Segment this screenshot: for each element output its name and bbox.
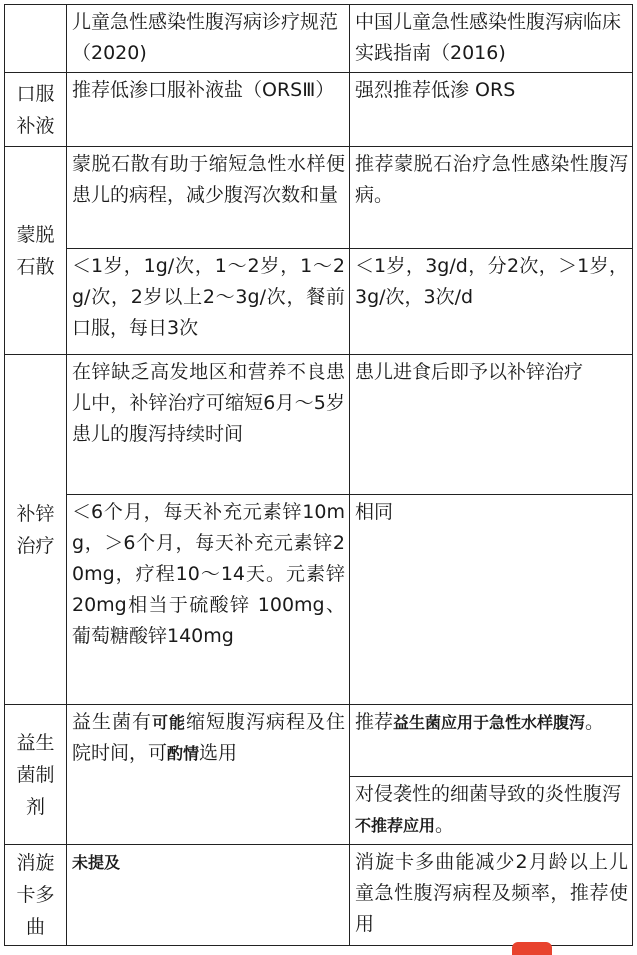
header-2016-guideline: 中国儿童急性感染性腹泻病临床实践指南（2016) bbox=[350, 5, 633, 73]
table-row bbox=[5, 73, 633, 147]
row-label-smectite: 蒙脱石散 bbox=[5, 147, 67, 355]
smectite-effect-2016: 推荐蒙脱石治疗急性感染性腹泻病。 bbox=[350, 147, 633, 249]
table-row bbox=[5, 249, 633, 355]
table-row bbox=[5, 705, 633, 777]
probiotics-2020: 益生菌有可能缩短腹泻病程及住院时间，可酌情选用 bbox=[67, 705, 350, 845]
ors-2016: 强烈推荐低渗 ORS bbox=[350, 73, 633, 147]
smectite-effect-2020: 蒙脱石散有助于缩短急性水样便患儿的病程，减少腹泻次数和量 bbox=[67, 147, 350, 249]
corner-cell bbox=[5, 5, 67, 73]
row-label-zinc: 补锌治疗 bbox=[5, 355, 67, 705]
table-row bbox=[5, 495, 633, 705]
table-row bbox=[5, 147, 633, 249]
table-row bbox=[5, 355, 633, 495]
zinc-dose-2020: ＜6个月，每天补充元素锌10mg，＞6个月，每天补充元素锌20mg，疗程10～14天。元素锌20mg相当于硫酸锌 100mg、葡萄糖酸锌140mg bbox=[67, 495, 350, 705]
zinc-effect-2020: 在锌缺乏高发地区和营养不良患儿中，补锌治疗可缩短6月～5岁患儿的腹泻持续时间 bbox=[67, 355, 350, 495]
table-row bbox=[5, 845, 633, 946]
zinc-dose-2016: 相同 bbox=[350, 495, 633, 705]
comparison-table bbox=[4, 4, 633, 946]
header-row bbox=[5, 5, 633, 73]
row-label-ors: 口服补液 bbox=[5, 73, 67, 147]
racecadotril-2016: 消旋卡多曲能减少2月龄以上儿童急性腹泻病程及频率，推荐使用 bbox=[350, 845, 633, 946]
header-2020-guideline: 儿童急性感染性腹泻病诊疗规范（2020) bbox=[67, 5, 350, 73]
row-label-probiotics: 益生菌制剂 bbox=[5, 705, 67, 845]
ors-2020: 推荐低渗口服补液盐（ORSⅢ） bbox=[67, 73, 350, 147]
probiotics-2016-not-recommend: 对侵袭性的细菌导致的炎性腹泻不推荐应用。 bbox=[350, 777, 633, 845]
probiotics-2016-recommend: 推荐益生菌应用于急性水样腹泻。 bbox=[350, 705, 633, 777]
watermark-logo bbox=[512, 942, 552, 955]
row-label-racecadotril: 消旋卡多曲 bbox=[5, 845, 67, 946]
smectite-dose-2016: ＜1岁，3g/d，分2次，＞1岁，3g/次，3次/d bbox=[350, 249, 633, 355]
smectite-dose-2020: ＜1岁，1g/次，1～2岁，1～2g/次，2岁以上2～3g/次，餐前口服，每日3次 bbox=[67, 249, 350, 355]
zinc-effect-2016: 患儿进食后即予以补锌治疗 bbox=[350, 355, 633, 495]
racecadotril-2020: 未提及 bbox=[67, 845, 350, 946]
